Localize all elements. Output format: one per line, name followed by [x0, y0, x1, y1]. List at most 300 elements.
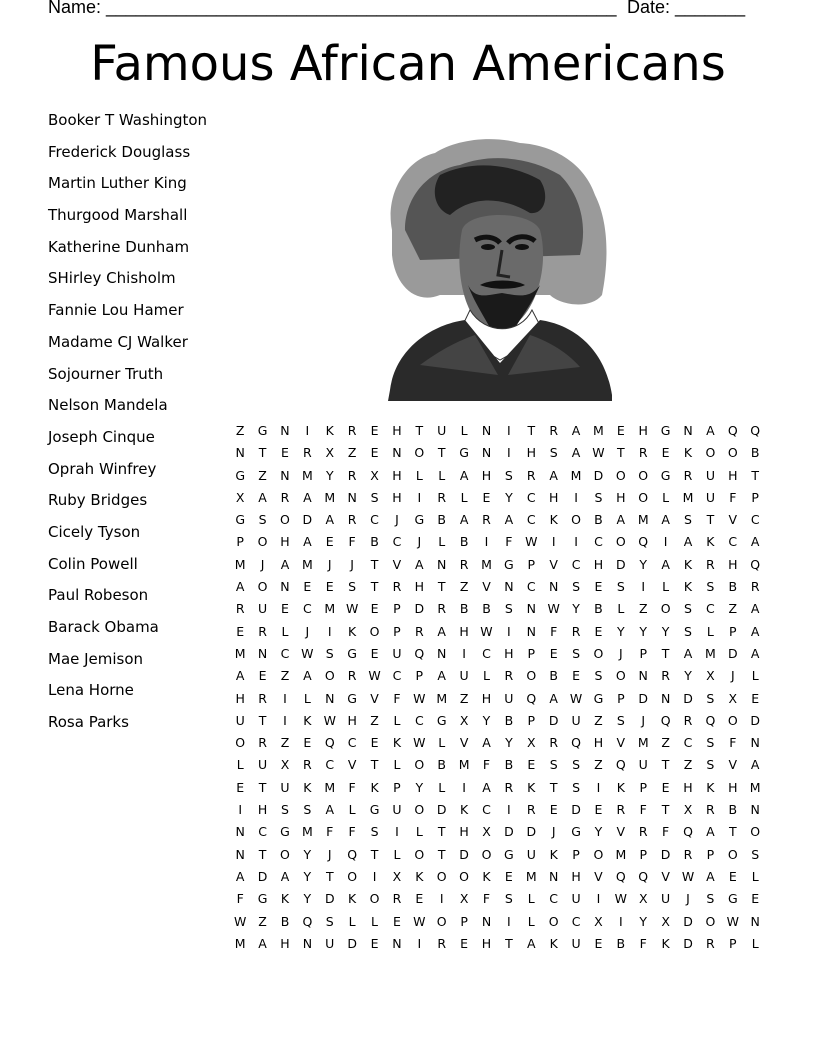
grid-letter: W	[413, 690, 426, 706]
grid-letter: E	[504, 868, 513, 884]
grid-letter: U	[638, 757, 648, 773]
grid-letter: S	[684, 512, 692, 528]
grid-letter: T	[549, 779, 558, 795]
grid-letter: B	[728, 579, 738, 595]
grid-letter: V	[728, 757, 738, 773]
grid-letter: P	[527, 712, 536, 728]
grid-letter: W	[413, 735, 426, 751]
grid-letter: P	[706, 846, 715, 862]
grid-letter: K	[280, 891, 290, 907]
grid-letter: L	[393, 712, 401, 728]
grid-letter: R	[750, 579, 760, 595]
grid-letter: A	[504, 512, 514, 528]
grid-letter: L	[303, 690, 311, 706]
grid-letter: K	[616, 779, 625, 795]
grid-letter: M	[301, 824, 313, 840]
grid-letter: L	[348, 913, 356, 929]
grid-letter: G	[504, 846, 514, 862]
grid-letter: Z	[347, 445, 357, 461]
grid-letter: V	[459, 735, 469, 751]
grid-letter: A	[706, 868, 715, 884]
grid-letter: R	[482, 512, 491, 528]
grid-letter: Y	[617, 623, 625, 639]
grid-letter: S	[281, 802, 289, 818]
grid-letter: S	[504, 601, 513, 617]
grid-letter: H	[504, 645, 514, 661]
grid-letter: Q	[638, 868, 649, 884]
grid-letter: O	[548, 913, 559, 929]
grid-letter: S	[706, 891, 715, 907]
grid-letter: F	[662, 824, 670, 840]
grid-letter: C	[303, 601, 312, 617]
grid-letter: I	[484, 534, 489, 550]
grid-letter: E	[728, 868, 737, 884]
grid-letter: I	[507, 802, 511, 818]
grid-letter: X	[706, 668, 715, 684]
grid-letter: E	[594, 623, 603, 639]
grid-letter: Y	[684, 668, 692, 684]
grid-letter: S	[594, 489, 603, 505]
grid-letter: E	[661, 779, 670, 795]
word-list-item: Sojourner Truth	[48, 364, 164, 383]
grid-letter: I	[507, 423, 511, 438]
grid-letter: A	[482, 735, 491, 751]
grid-letter: F	[348, 824, 356, 840]
grid-letter: B	[594, 601, 603, 617]
grid-letter: R	[414, 623, 424, 639]
grid-letter: C	[571, 913, 581, 929]
grid-letter: I	[238, 802, 243, 818]
grid-letter: G	[347, 690, 357, 706]
grid-letter: H	[571, 868, 581, 884]
grid-letter: M	[749, 779, 761, 795]
grid-letter: O	[280, 512, 290, 528]
grid-letter: D	[548, 712, 559, 728]
grid-letter: R	[504, 668, 514, 684]
grid-letter: E	[751, 891, 760, 907]
grid-letter: N	[548, 579, 559, 595]
grid-letter: O	[459, 868, 470, 884]
grid-letter: R	[504, 779, 514, 795]
grid-letter: O	[414, 846, 425, 862]
grid-letter: N	[504, 579, 514, 595]
grid-letter: A	[459, 512, 469, 528]
grid-letter: A	[235, 868, 245, 884]
grid-letter: G	[436, 712, 447, 728]
grid-letter: W	[547, 601, 560, 617]
grid-letter: W	[301, 645, 314, 661]
grid-letter: I	[372, 868, 377, 884]
grid-letter: H	[392, 467, 402, 483]
grid-letter: Z	[594, 757, 603, 773]
grid-letter: E	[594, 935, 603, 951]
grid-letter: C	[347, 735, 357, 751]
word-list-item: Paul Robeson	[48, 586, 149, 605]
grid-letter: N	[325, 690, 335, 706]
grid-letter: K	[460, 802, 469, 818]
grid-letter: K	[527, 779, 536, 795]
grid-letter: J	[551, 824, 556, 840]
grid-letter: T	[437, 846, 446, 862]
grid-letter: Q	[615, 757, 626, 773]
grid-letter: V	[616, 735, 626, 751]
grid-letter: E	[482, 489, 491, 505]
grid-letter: A	[549, 467, 558, 483]
grid-letter: E	[594, 802, 603, 818]
grid-letter: I	[327, 623, 332, 639]
grid-letter: I	[507, 623, 511, 639]
grid-letter: O	[369, 623, 380, 639]
grid-letter: T	[258, 712, 267, 728]
grid-letter: T	[415, 423, 424, 438]
grid-letter: D	[683, 913, 693, 929]
grid-letter: N	[526, 623, 536, 639]
grid-letter: D	[302, 512, 313, 528]
word-list-item: Colin Powell	[48, 554, 138, 573]
grid-letter: B	[504, 712, 514, 728]
grid-letter: X	[370, 467, 379, 483]
grid-letter: A	[415, 556, 424, 572]
grid-letter: A	[303, 489, 312, 505]
grid-letter: E	[370, 735, 379, 751]
word-list-item: Barack Obama	[48, 618, 159, 636]
grid-letter: X	[235, 489, 245, 505]
grid-letter: Y	[639, 623, 648, 639]
grid-letter: F	[236, 891, 244, 907]
grid-letter: O	[414, 802, 425, 818]
grid-letter: L	[393, 757, 401, 773]
grid-letter: K	[549, 846, 558, 862]
grid-letter: M	[301, 556, 313, 572]
word-list-item: Joseph Cinque	[48, 427, 155, 446]
grid-letter: I	[283, 690, 287, 706]
grid-letter: G	[571, 824, 581, 840]
header-line	[48, 0, 748, 19]
grid-letter: V	[549, 556, 558, 572]
grid-letter: E	[572, 668, 580, 684]
grid-letter: M	[458, 757, 470, 773]
grid-letter: T	[706, 512, 715, 528]
grid-letter: E	[751, 690, 760, 706]
grid-letter: C	[392, 534, 402, 550]
grid-letter: W	[681, 868, 695, 884]
grid-letter: W	[592, 445, 605, 461]
word-list-item: Fannie Lou Hamer	[48, 301, 184, 320]
grid-letter: W	[323, 712, 336, 728]
grid-letter: H	[280, 935, 290, 951]
grid-letter: S	[325, 645, 334, 661]
grid-letter: N	[235, 445, 245, 461]
grid-letter: A	[549, 690, 558, 706]
grid-letter: D	[593, 467, 604, 483]
word-list-item: Madame CJ Walker	[48, 332, 188, 351]
grid-letter: S	[572, 757, 581, 773]
grid-letter: F	[348, 534, 356, 550]
grid-letter: A	[571, 445, 581, 461]
grid-letter: U	[437, 423, 447, 438]
grid-letter: K	[370, 779, 379, 795]
grid-letter: U	[571, 891, 581, 907]
grid-letter: A	[706, 824, 715, 840]
grid-letter: W	[234, 913, 247, 929]
grid-letter: G	[660, 423, 671, 438]
grid-letter: H	[392, 489, 402, 505]
grid-letter: R	[347, 467, 357, 483]
grid-letter: I	[663, 534, 668, 550]
page-title: Famous African Americans	[90, 36, 726, 92]
grid-letter: K	[348, 623, 357, 639]
grid-letter: O	[414, 445, 425, 461]
grid-letter: R	[347, 668, 357, 684]
grid-letter: B	[616, 935, 626, 951]
grid-letter: U	[705, 467, 715, 483]
grid-letter: Z	[235, 423, 245, 438]
grid-letter: X	[325, 445, 335, 461]
grid-letter: N	[437, 645, 447, 661]
grid-letter: Y	[415, 779, 424, 795]
grid-letter: E	[303, 579, 312, 595]
word-list-item: Katherine Dunham	[48, 237, 190, 256]
grid-letter: O	[257, 579, 268, 595]
grid-letter: Q	[414, 645, 425, 661]
grid-letter: C	[258, 824, 267, 840]
grid-letter: L	[348, 802, 356, 818]
grid-letter: N	[280, 467, 290, 483]
grid-letter: K	[683, 579, 693, 595]
grid-letter: A	[683, 645, 693, 661]
grid-letter: N	[347, 489, 357, 505]
grid-letter: D	[660, 846, 671, 862]
grid-letter: D	[347, 935, 357, 951]
grid-letter: Z	[258, 913, 267, 929]
grid-letter: K	[549, 935, 558, 951]
grid-letter: Y	[661, 623, 670, 639]
grid-letter: A	[750, 757, 760, 773]
grid-letter: O	[615, 534, 626, 550]
grid-letter: Q	[705, 712, 716, 728]
grid-letter: V	[370, 690, 379, 706]
grid-letter: S	[684, 601, 692, 617]
grid-letter: E	[549, 645, 558, 661]
grid-letter: S	[348, 579, 357, 595]
grid-letter: E	[281, 601, 289, 617]
grid-letter: K	[303, 712, 312, 728]
grid-letter: O	[615, 467, 626, 483]
grid-letter: L	[460, 423, 468, 438]
grid-letter: T	[437, 445, 446, 461]
grid-letter: B	[750, 445, 760, 461]
grid-letter: D	[459, 846, 469, 862]
grid-letter: I	[395, 824, 399, 840]
grid-letter: Z	[638, 601, 648, 617]
grid-letter: L	[527, 891, 535, 907]
grid-letter: V	[392, 556, 402, 572]
grid-letter: M	[637, 512, 649, 528]
grid-letter: M	[705, 645, 716, 661]
grid-letter: A	[750, 534, 760, 550]
grid-letter: H	[459, 623, 469, 639]
grid-letter: E	[258, 668, 267, 684]
grid-letter: E	[281, 445, 289, 461]
grid-letter: D	[616, 556, 626, 572]
grid-letter: H	[481, 690, 492, 706]
grid-letter: T	[728, 824, 737, 840]
grid-letter: F	[639, 802, 647, 818]
grid-letter: W	[368, 668, 381, 684]
grid-letter: Y	[639, 556, 648, 572]
grid-letter: C	[594, 534, 603, 550]
grid-letter: G	[593, 690, 604, 706]
grid-letter: Q	[347, 846, 358, 862]
grid-letter: L	[281, 623, 289, 639]
grid-letter: J	[730, 668, 735, 684]
grid-letter: R	[437, 601, 447, 617]
grid-letter: D	[414, 601, 425, 617]
grid-letter: J	[350, 556, 354, 572]
grid-letter: Z	[594, 712, 603, 728]
grid-letter: P	[729, 935, 737, 951]
grid-letter: M	[324, 489, 336, 505]
grid-letter: E	[527, 757, 536, 773]
grid-letter: H	[593, 556, 604, 572]
grid-letter: B	[549, 668, 558, 684]
grid-letter: C	[706, 601, 715, 617]
grid-letter: O	[615, 668, 626, 684]
grid-letter: T	[370, 846, 379, 862]
grid-letter: I	[596, 779, 601, 795]
grid-letter: L	[438, 534, 446, 550]
grid-letter: X	[392, 868, 402, 884]
grid-letter: J	[641, 712, 646, 728]
grid-letter: E	[392, 913, 401, 929]
grid-letter: N	[235, 846, 245, 862]
grid-letter: T	[661, 802, 670, 818]
grid-letter: D	[526, 824, 537, 840]
grid-letter: L	[706, 623, 714, 639]
grid-letter: P	[572, 846, 580, 862]
grid-letter: X	[638, 891, 648, 907]
grid-letter: C	[571, 556, 581, 572]
grid-letter: E	[236, 779, 245, 795]
grid-letter: Y	[505, 489, 513, 505]
grid-letter: G	[459, 445, 469, 461]
grid-letter: P	[751, 489, 759, 505]
grid-letter: C	[370, 512, 379, 528]
grid-letter: H	[548, 489, 559, 505]
grid-letter: U	[571, 712, 581, 728]
grid-letter: N	[481, 445, 492, 461]
grid-letter: A	[325, 512, 335, 528]
grid-letter: K	[683, 445, 693, 461]
grid-letter: W	[614, 891, 628, 907]
grid-letter: T	[617, 445, 625, 461]
grid-letter: J	[305, 623, 310, 639]
grid-letter: U	[258, 601, 268, 617]
grid-letter: I	[462, 645, 466, 661]
grid-letter: B	[280, 913, 290, 929]
word-list-item: Frederick Douglass	[48, 142, 191, 161]
grid-letter: R	[392, 891, 402, 907]
grid-letter: F	[482, 757, 491, 773]
grid-letter: O	[257, 534, 268, 550]
grid-letter: E	[661, 445, 670, 461]
grid-letter: O	[638, 467, 649, 483]
grid-letter: O	[280, 846, 290, 862]
grid-letter: P	[236, 534, 244, 550]
grid-letter: Y	[325, 467, 334, 483]
grid-letter: H	[593, 735, 604, 751]
grid-letter: R	[347, 423, 357, 438]
grid-letter: R	[258, 735, 267, 751]
grid-letter: Y	[505, 735, 513, 751]
grid-letter: J	[618, 645, 623, 661]
grid-letter: O	[727, 846, 738, 862]
grid-letter: Q	[660, 712, 671, 728]
grid-letter: S	[258, 512, 267, 528]
grid-letter: P	[393, 623, 401, 639]
grid-letter: G	[660, 467, 671, 483]
grid-letter: D	[750, 712, 760, 728]
grid-letter: R	[683, 467, 693, 483]
grid-letter: C	[482, 802, 491, 818]
grid-letter: A	[325, 802, 335, 818]
grid-letter: B	[482, 601, 491, 617]
grid-letter: X	[482, 824, 491, 840]
grid-letter: B	[370, 534, 379, 550]
word-list-item: Nelson Mandela	[48, 396, 168, 415]
grid-letter: I	[417, 935, 422, 951]
grid-letter: Z	[280, 668, 290, 684]
grid-letter: Z	[728, 601, 738, 617]
grid-letter: W	[345, 601, 359, 617]
grid-letter: E	[325, 534, 334, 550]
grid-letter: O	[481, 846, 492, 862]
grid-letter: O	[436, 868, 447, 884]
grid-letter: I	[641, 579, 646, 595]
grid-letter: H	[414, 579, 425, 595]
grid-letter: L	[438, 735, 446, 751]
grid-letter: X	[728, 690, 738, 706]
grid-letter: X	[459, 712, 469, 728]
grid-letter: T	[258, 779, 267, 795]
grid-letter: F	[639, 935, 647, 951]
grid-letter: L	[236, 757, 244, 773]
grid-letter: O	[660, 601, 671, 617]
grid-letter: B	[459, 534, 469, 550]
grid-letter: R	[683, 846, 693, 862]
grid-letter: N	[683, 423, 693, 438]
grid-letter: U	[392, 645, 402, 661]
grid-letter: R	[661, 668, 670, 684]
grid-letter: W	[726, 913, 739, 929]
grid-letter: Z	[661, 735, 670, 751]
grid-letter: P	[460, 913, 468, 929]
grid-letter: D	[436, 802, 447, 818]
grid-letter: Y	[572, 601, 580, 617]
grid-letter: H	[280, 534, 290, 550]
grid-letter: M	[637, 735, 649, 751]
word-list-item: Ruby Bridges	[48, 491, 148, 510]
grid-letter: U	[705, 489, 715, 505]
grid-letter: Q	[638, 534, 649, 550]
grid-letter: T	[370, 556, 379, 572]
grid-letter: A	[750, 645, 760, 661]
grid-letter: E	[370, 645, 379, 661]
grid-letter: U	[325, 935, 335, 951]
grid-letter: W	[525, 534, 538, 550]
grid-letter: Q	[324, 735, 335, 751]
grid-letter: S	[594, 668, 603, 684]
